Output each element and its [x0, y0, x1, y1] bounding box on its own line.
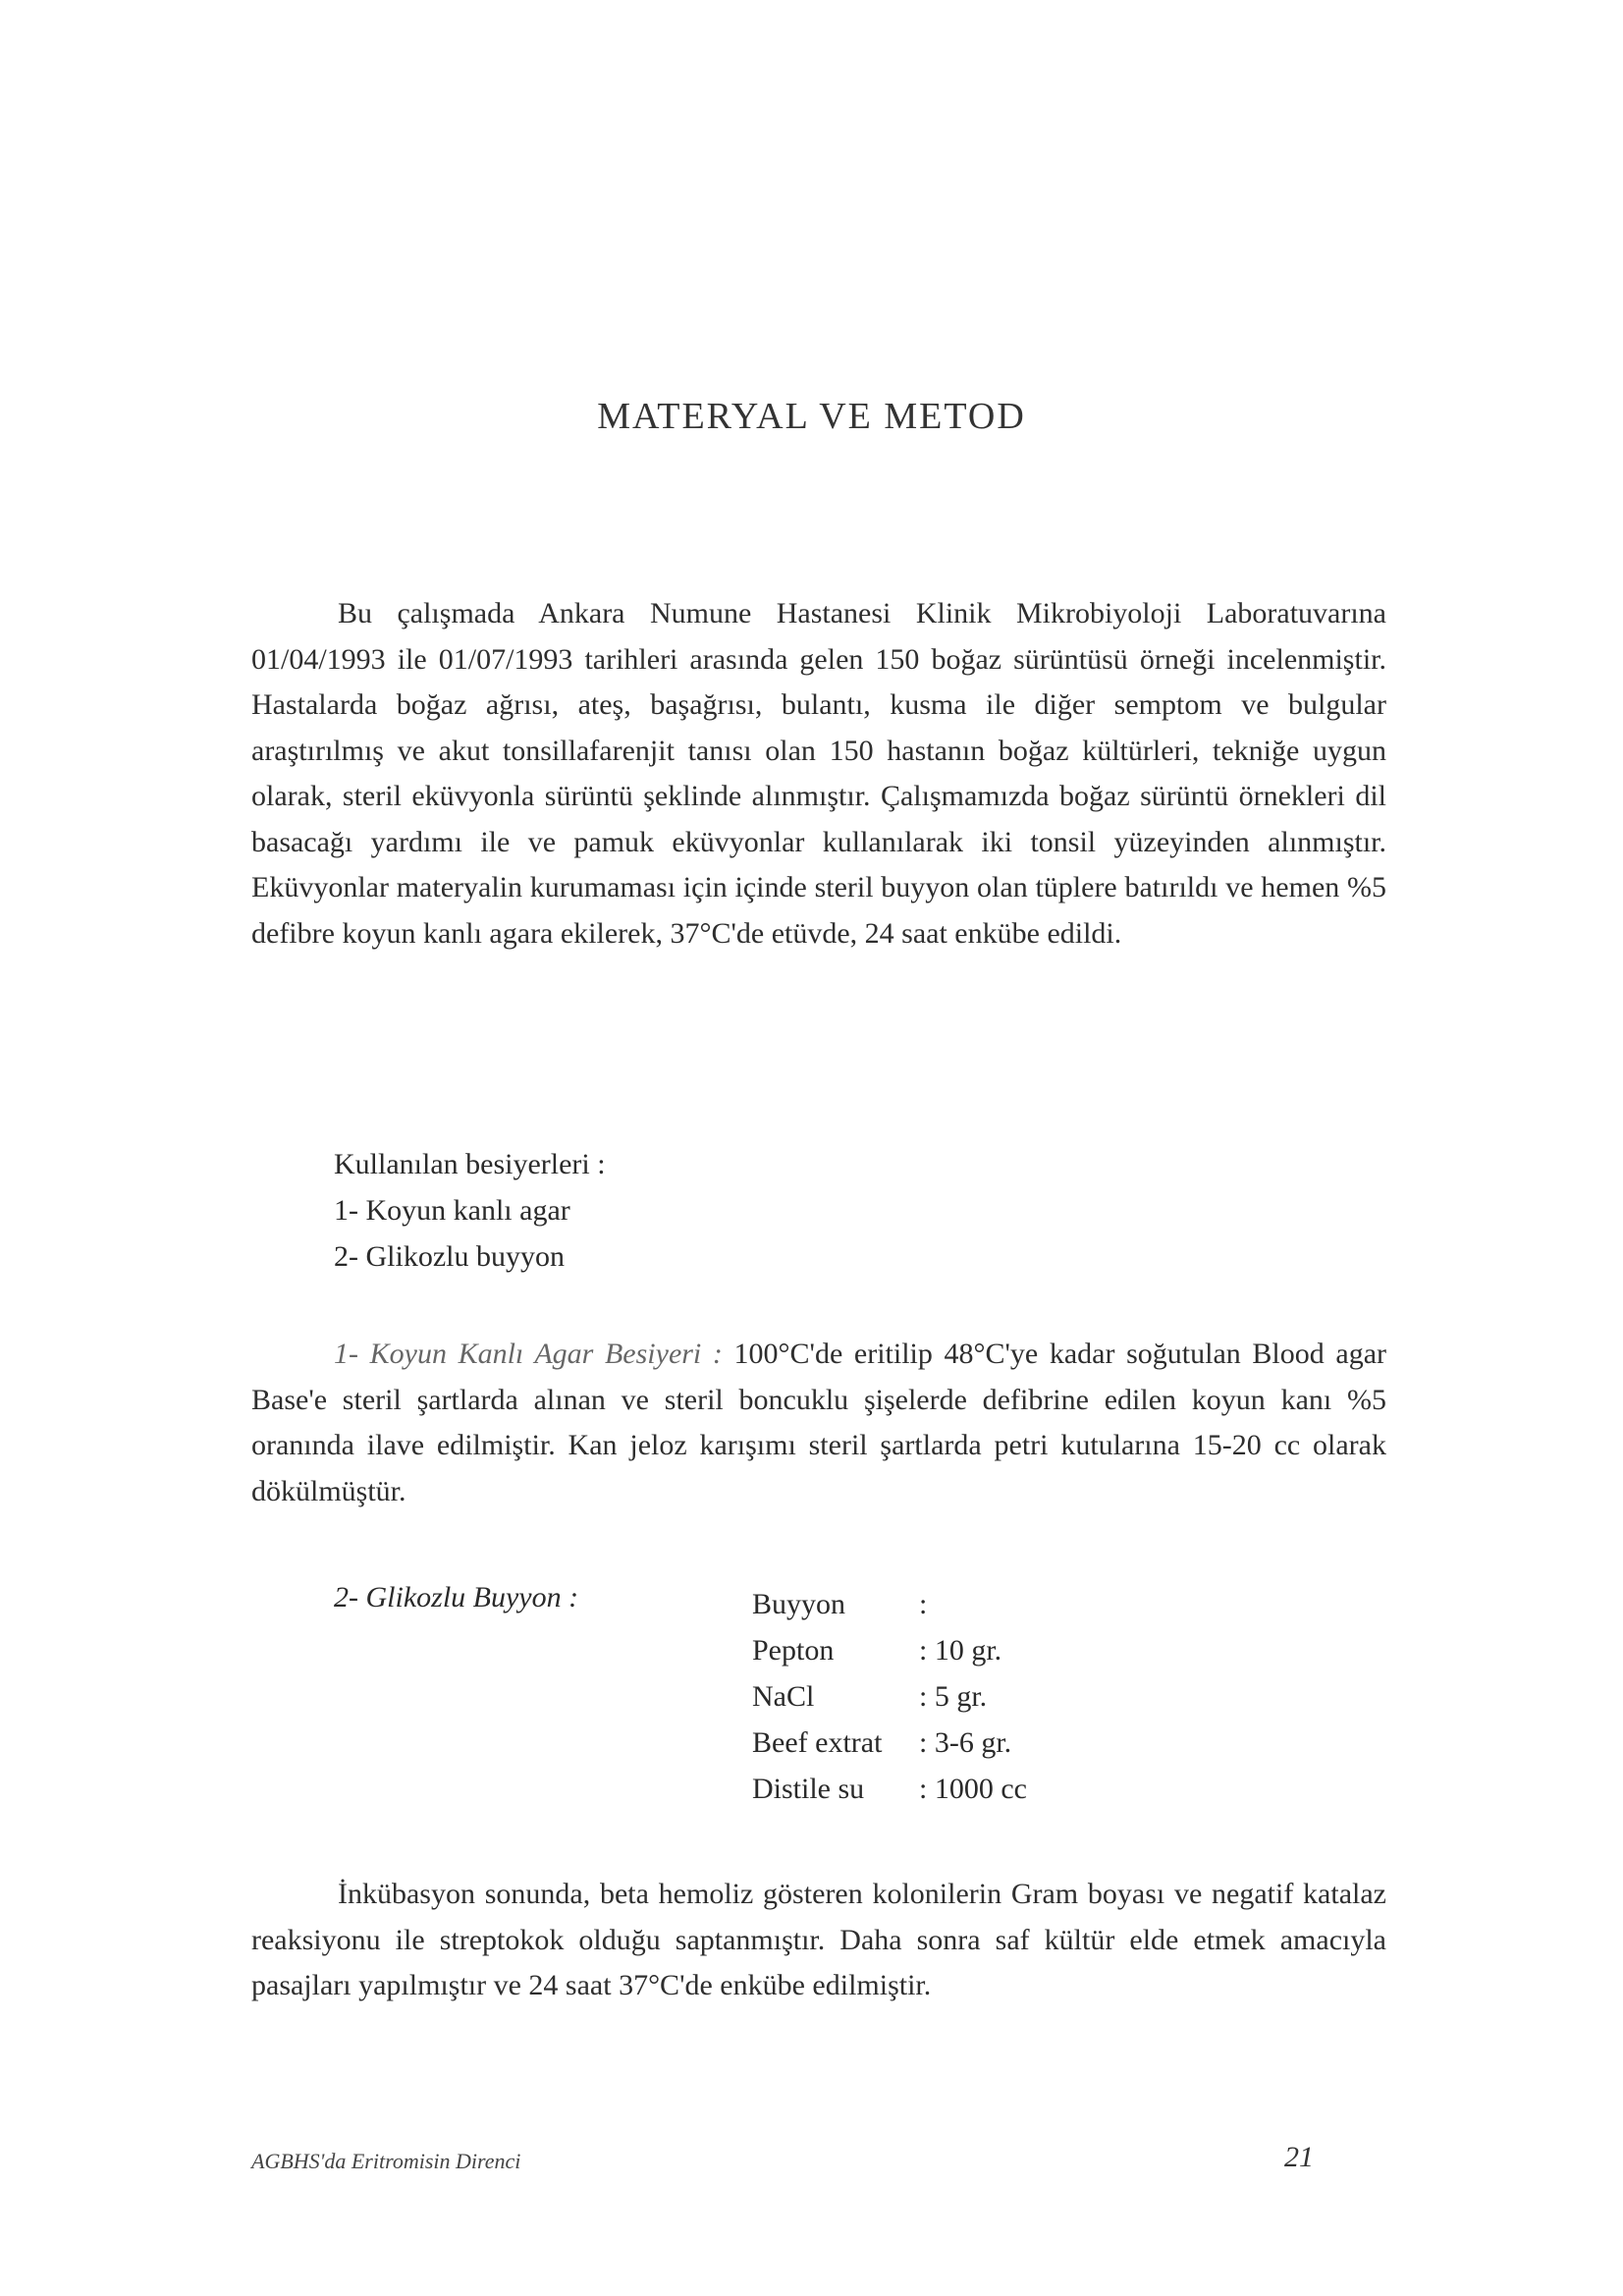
blood-agar-lead: 1- Koyun Kanlı Agar Besiyeri :	[334, 1338, 723, 1370]
recipe-table	[752, 1581, 1027, 1812]
intro-paragraph: Bu çalışmada Ankara Numune Hastanesi Klinik Mikrobiyoloji Laboratuvarına 01/04/1993 ile 01/07/1993 tarihleri arasında gelen 150 boğaz sürüntüsü örneği incelenmiştir. Hastalarda boğaz ağrısı, ateş, başağrısı, bulantı, kusma ile diğer semptom ve bulgular araştırılmış ve akut tonsillafarenjit tanısı olan 150 hastanın boğaz kültürleri, tekniğe uygun olarak, steril eküvyonla sürüntü şeklinde alınmıştır. Çalışmamızda boğaz sürüntü örnekleri dil basacağı yardımı ile ve pamuk eküvyonlar kullanılarak iki tonsil yüzeyinden alınmıştır. Eküvyonlar materyalin kurumaması için içinde steril buyyon olan tüplere batırıldı ve hemen %5 defibre koyun kanlı agara ekilerek, 37°C'de etüvde, 24 saat enkübe edildi.	[251, 597, 1386, 950]
recipe-row	[752, 1673, 1027, 1720]
recipe-ingredient: Beef extrat	[752, 1726, 883, 1759]
recipe-amount: : 5 gr.	[919, 1680, 988, 1713]
recipe-ingredient: NaCl	[752, 1680, 815, 1713]
recipe-row	[752, 1627, 1027, 1673]
media-list-item: 1- Koyun kanlı agar	[334, 1194, 570, 1227]
recipe-amount: : 3-6 gr.	[919, 1726, 1012, 1759]
recipe-label: 2- Glikozlu Buyyon :	[334, 1581, 579, 1613]
blood-agar-text: 100°C'de eritilip 48°C'ye kadar soğutulan Blood agar Base'e steril şartlarda alınan ve steril boncuklu şişelerde defibrine edilen koyun kanı %5 oranında ilave edilmiştir. Kan jeloz karışımı steril şartlarda petri kutularına 15-20 cc olarak dökülmüştür.	[251, 1338, 1387, 1507]
recipe-ingredient: Distile su	[752, 1773, 865, 1805]
media-list-heading: Kullanılan besiyerleri :	[334, 1148, 606, 1180]
recipe-amount: : 1000 cc	[919, 1773, 1027, 1805]
recipe-ingredient: Buyyon	[752, 1588, 846, 1620]
blood-agar-paragraph	[251, 1332, 1386, 1514]
recipe-amount: : 10 gr.	[919, 1634, 1002, 1667]
running-title: AGBHS'da Eritromisin Direnci	[251, 2149, 521, 2173]
recipe-amount: :	[919, 1588, 928, 1620]
section-title: MATERYAL VE METOD	[597, 396, 1026, 437]
media-list	[334, 1141, 606, 1280]
incubation-paragraph: İnkübasyon sonunda, beta hemoliz gösteren kolonilerin Gram boyası ve negatif katalaz reaksiyonu ile streptokok olduğu saptanmıştır. Daha sonra saf kültür elde etmek amacıyla pasajları yapılmıştır ve 24 saat 37°C'de enkübe edilmiştir.	[251, 1878, 1386, 2001]
media-list-item: 2- Glikozlu buyyon	[334, 1240, 565, 1273]
recipe-row	[752, 1581, 1027, 1627]
page-number: 21	[1284, 2141, 1314, 2173]
recipe-row	[752, 1720, 1027, 1766]
recipe-row	[752, 1766, 1027, 1812]
recipe-ingredient: Pepton	[752, 1634, 835, 1667]
